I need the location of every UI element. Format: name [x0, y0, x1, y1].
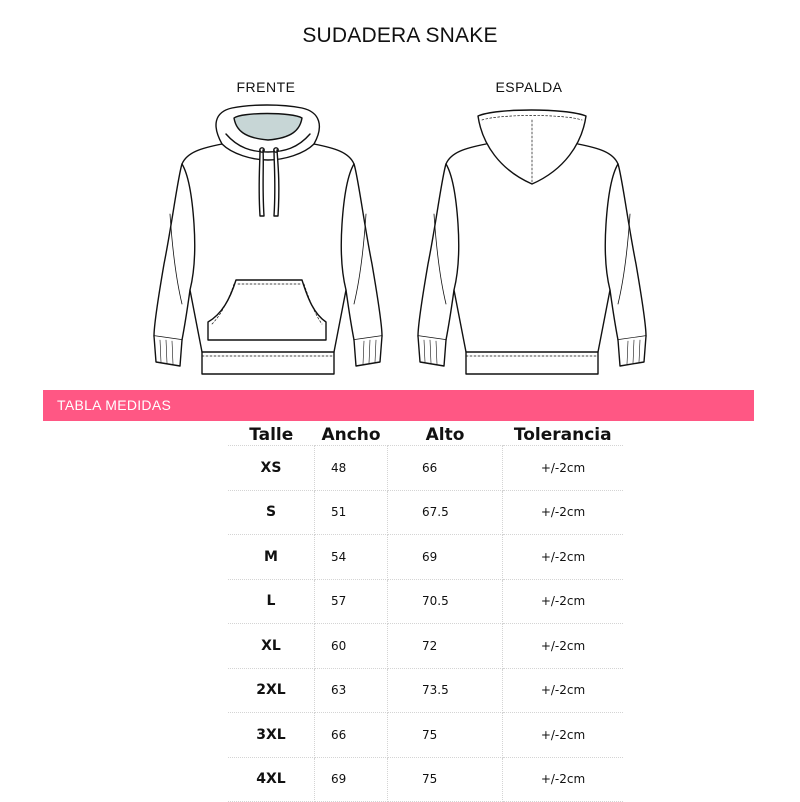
width-cell: 48 — [315, 446, 388, 491]
back-view-label: ESPALDA — [495, 79, 563, 95]
width-cell: 57 — [315, 579, 388, 624]
tolerance-cell: +/-2cm — [503, 490, 624, 535]
height-cell: 73.5 — [388, 668, 503, 713]
page-title: SUDADERA SNAKE — [302, 24, 498, 47]
size-cell: S — [228, 490, 315, 535]
height-cell: 70.5 — [388, 579, 503, 624]
tolerance-cell: +/-2cm — [503, 535, 624, 580]
size-cell: L — [228, 579, 315, 624]
height-cell: 75 — [388, 757, 503, 802]
width-cell: 51 — [315, 490, 388, 535]
header-size: Talle — [249, 425, 294, 445]
size-cell: M — [228, 535, 315, 580]
height-cell: 75 — [388, 713, 503, 758]
tolerance-cell: +/-2cm — [503, 713, 624, 758]
height-cell: 66 — [388, 446, 503, 491]
table-row — [228, 757, 623, 802]
height-cell: 72 — [388, 624, 503, 669]
width-cell: 54 — [315, 535, 388, 580]
table-row — [228, 713, 623, 758]
tolerance-cell: +/-2cm — [503, 579, 624, 624]
table-row — [228, 624, 623, 669]
size-table-header-row — [228, 421, 623, 446]
size-table-header-band — [43, 390, 754, 421]
tolerance-cell: +/-2cm — [503, 624, 624, 669]
height-cell: 69 — [388, 535, 503, 580]
table-row — [228, 579, 623, 624]
header-width: Ancho — [321, 425, 381, 445]
height-cell: 67.5 — [388, 490, 503, 535]
tolerance-cell: +/-2cm — [503, 668, 624, 713]
table-row — [228, 668, 623, 713]
width-cell: 60 — [315, 624, 388, 669]
table-row — [228, 446, 623, 491]
tolerance-cell: +/-2cm — [503, 757, 624, 802]
hoodie-back-drawing — [406, 104, 656, 380]
size-cell: 3XL — [228, 713, 315, 758]
size-cell: XL — [228, 624, 315, 669]
size-cell: 4XL — [228, 757, 315, 802]
size-cell: XS — [228, 446, 315, 491]
hoodie-front-drawing — [142, 104, 392, 380]
width-cell: 69 — [315, 757, 388, 802]
header-tolerance: Tolerancia — [513, 425, 612, 445]
front-view-label: FRENTE — [236, 79, 296, 95]
size-table-section-label: TABLA MEDIDAS — [57, 397, 172, 413]
header-height: Alto — [425, 425, 465, 445]
size-cell: 2XL — [228, 668, 315, 713]
tolerance-cell: +/-2cm — [503, 446, 624, 491]
size-table — [228, 421, 623, 802]
width-cell: 63 — [315, 668, 388, 713]
width-cell: 66 — [315, 713, 388, 758]
table-row — [228, 535, 623, 580]
table-row — [228, 490, 623, 535]
